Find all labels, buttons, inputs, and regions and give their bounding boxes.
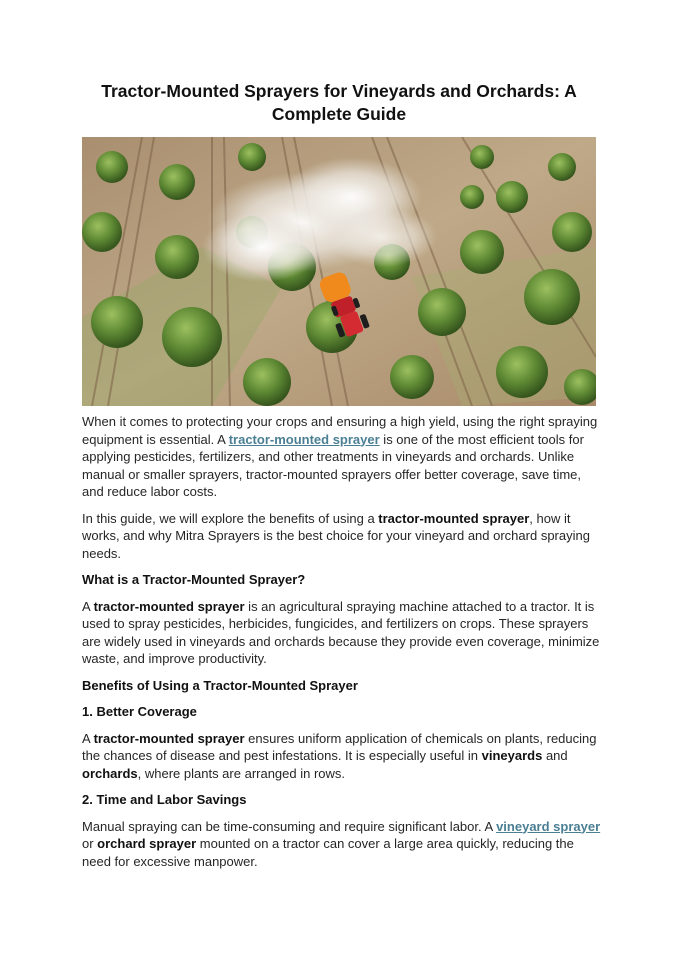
text-run: In this guide, we will explore the benefits of using a (82, 510, 379, 526)
benefit-paragraph-time-labor (82, 818, 602, 871)
vineyard-sprayer-link[interactable]: vineyard sprayer (496, 818, 601, 834)
section-heading-what-is: What is a Tractor-Mounted Sprayer? (82, 572, 306, 587)
hero-image (82, 137, 596, 406)
intro-paragraph-2 (82, 510, 602, 563)
text-run: ensures uniform application of chemicals on plants, reducing the chances of disease and pest infestations. It is especially useful in (82, 730, 597, 763)
section-heading-benefits: Benefits of Using a Tractor-Mounted Sprayer (82, 677, 358, 693)
text-run: , how it works, and why Mitra Sprayers is the best choice for your vineyard and orchard spraying needs. (82, 510, 590, 561)
text-run: mounted on a tractor can cover a large area quickly, reducing the need for excessive manpower. (82, 836, 574, 869)
text-run: A (82, 730, 94, 746)
text-run: Manual spraying can be time-consuming and require significant labor. A (82, 818, 497, 834)
intro-paragraph-1 (82, 413, 602, 501)
bold-term: tractor-mounted sprayer (93, 730, 245, 746)
text-run: or (82, 836, 98, 851)
bold-term: vineyards (481, 748, 543, 763)
text-run: and (542, 748, 568, 763)
orchard-sprayer-illustration (82, 137, 596, 406)
benefit-paragraph-coverage (82, 730, 602, 783)
text-run: , where plants are arranged in rows. (137, 765, 346, 781)
article-body (82, 413, 602, 870)
text-run: A (82, 598, 94, 614)
text-run: is one of the most efficient tools for applying pesticides, fertilizers, and other treatments in vineyards and orchards. Unlike manual or smaller sprayers, tractor-mounted sprayers offer better coverage, save time, and reduce labor costs. (82, 431, 584, 499)
page-title: Tractor-Mounted Sprayers for Vineyards and Orchards: A Complete Guide (101, 81, 577, 124)
bold-term: tractor-mounted sprayer (93, 598, 245, 614)
text-run: is an agricultural spraying machine attached to a tractor. It is used to spray pesticides, herbicides, fungicides, and fertilizers on crops. These sprayers are widely used in vineyards and orchards because they provide even coverage, minimize waste, and improve productivity. (82, 598, 600, 666)
bold-term: orchards (82, 765, 138, 781)
bold-term: tractor-mounted sprayer (378, 510, 530, 526)
what-is-paragraph (82, 598, 602, 668)
benefit-heading-time-labor: 2. Time and Labor Savings (82, 792, 247, 807)
text-run: When it comes to protecting your crops and ensuring a high yield, using the right spraying equipment is essential. A (82, 414, 598, 447)
benefit-heading-coverage: 1. Better Coverage (82, 704, 197, 719)
bold-term: orchard sprayer (97, 836, 197, 851)
tractor-mounted-sprayer-link[interactable]: tractor-mounted sprayer (228, 431, 380, 447)
